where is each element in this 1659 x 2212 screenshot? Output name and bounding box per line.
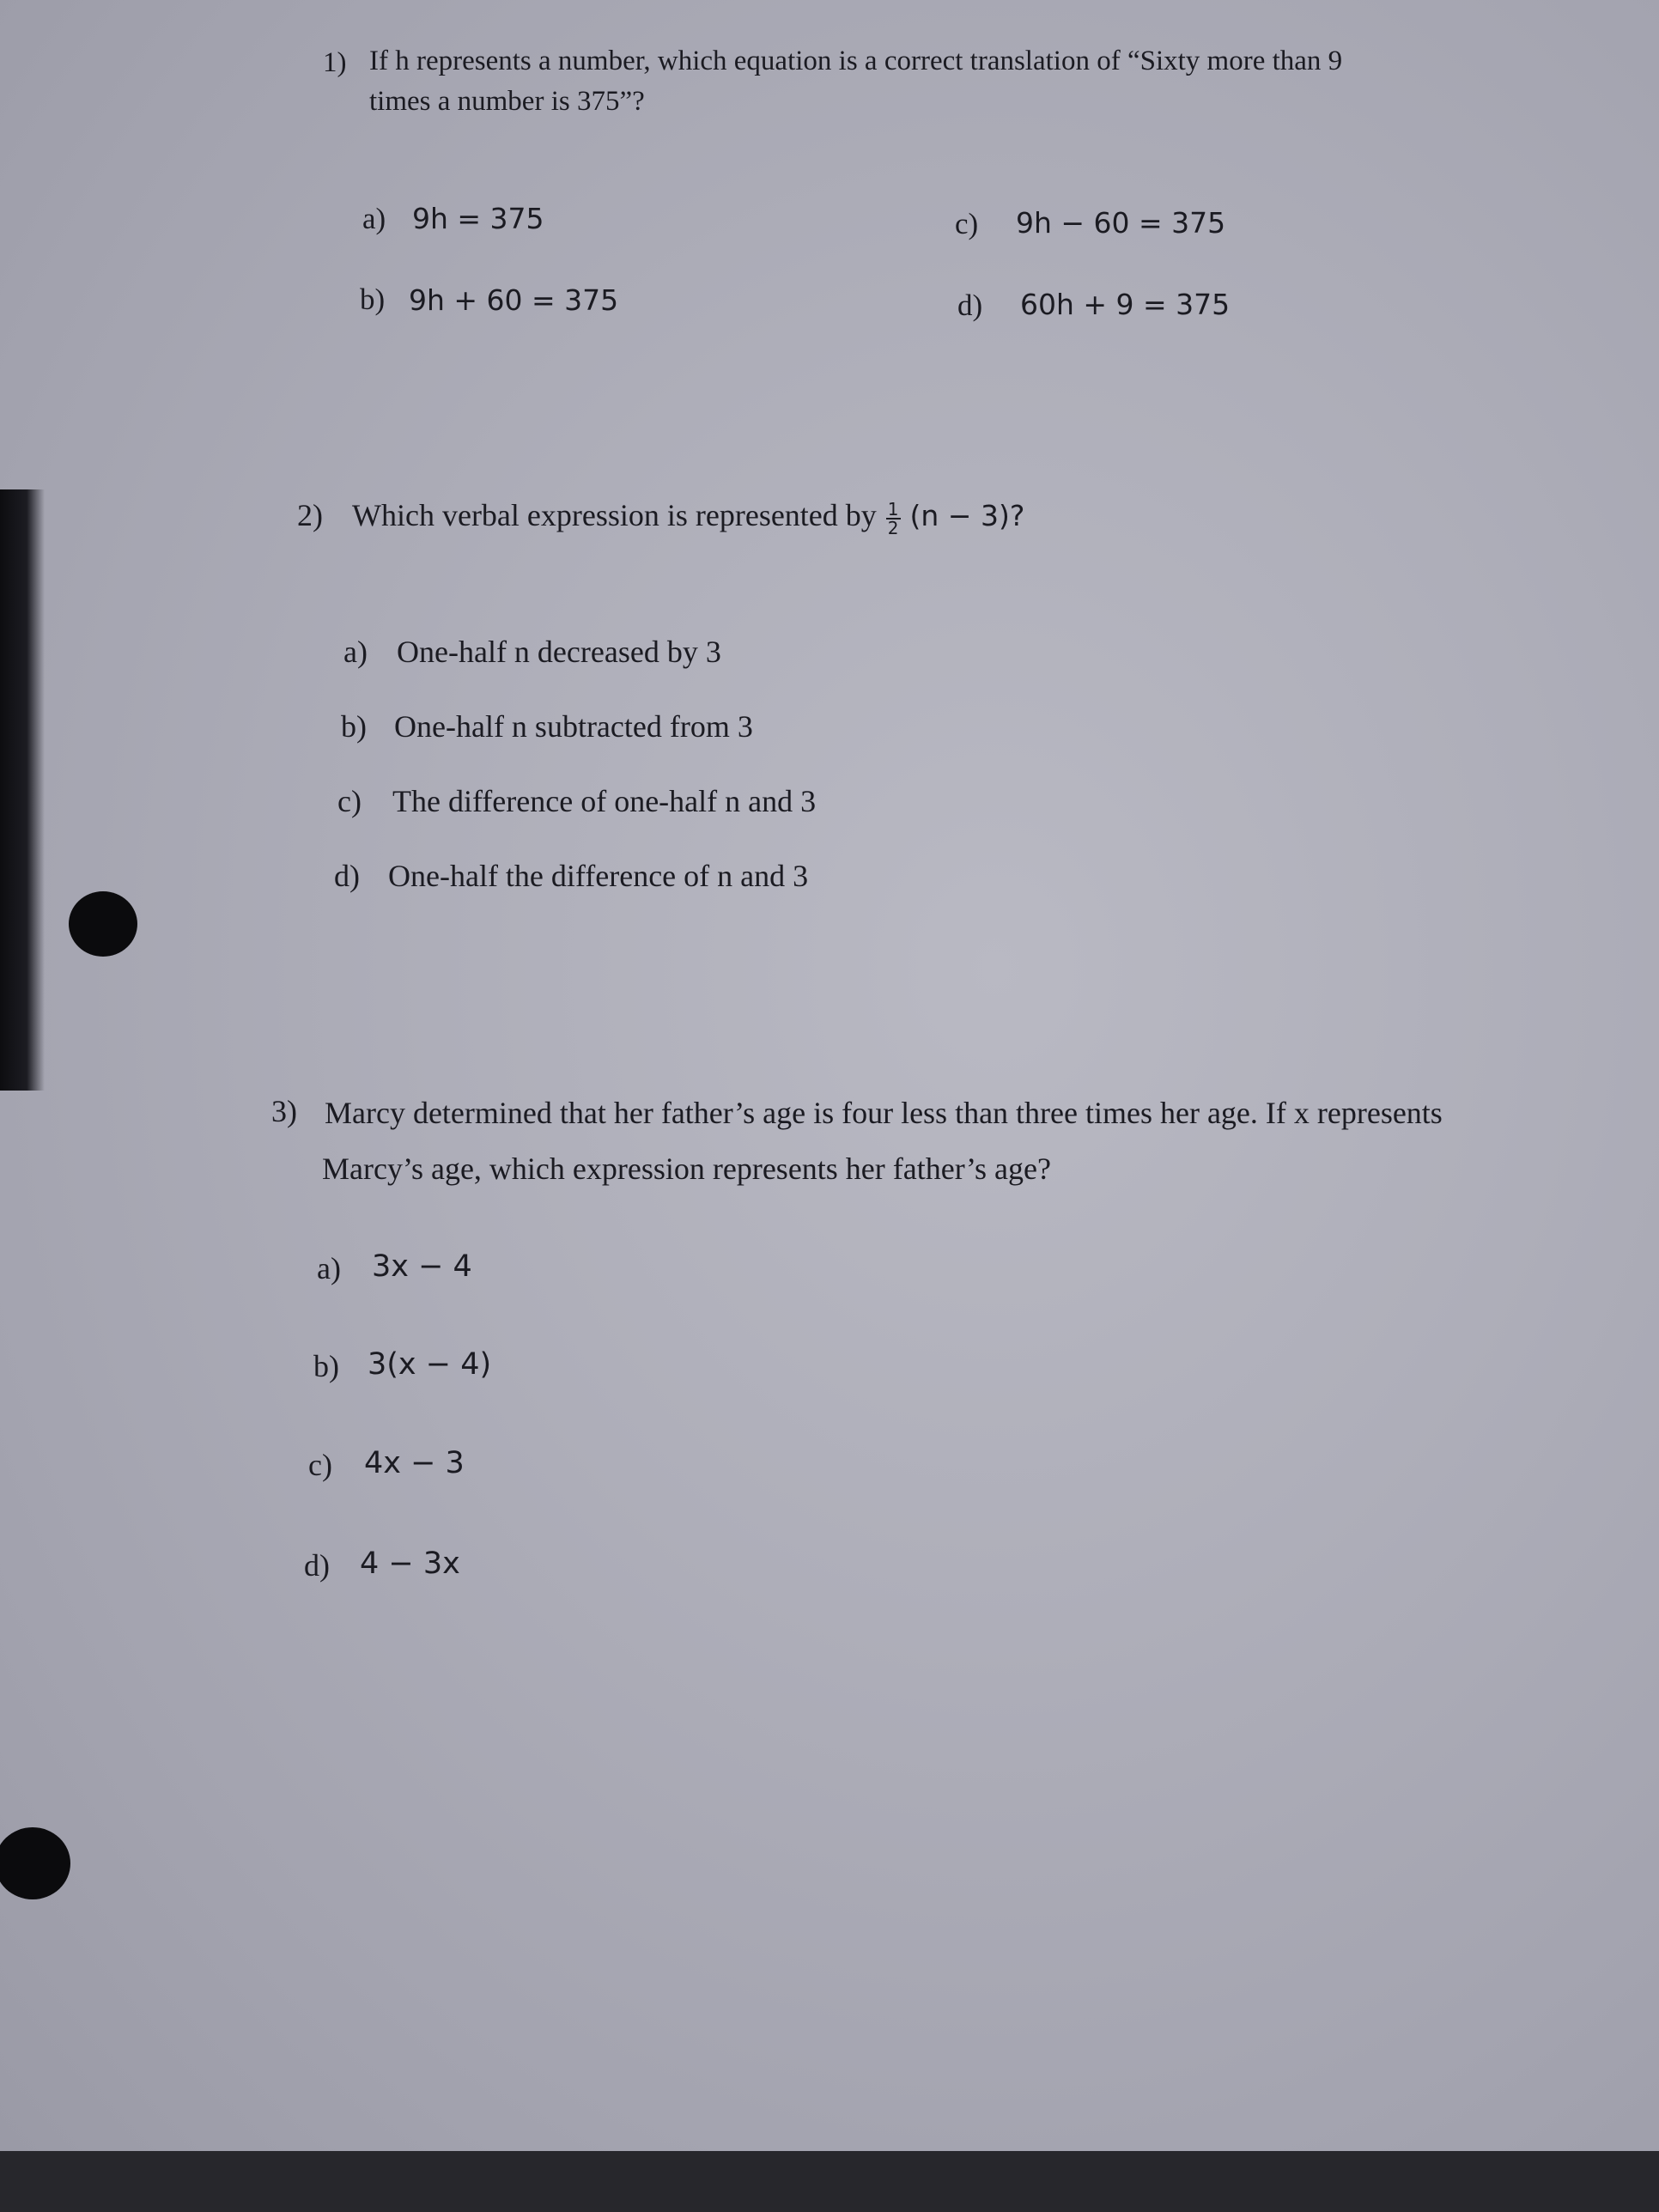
one-half-fraction [886,498,901,538]
fraction-denominator: 2 [887,517,899,538]
table-surface [0,2151,1659,2212]
question-2-choice-a-text: One-half n decreased by 3 [397,635,721,669]
question-2-choice-c-text: The difference of one-half n and 3 [392,784,817,818]
punch-hole [0,1827,70,1899]
fraction-numerator: 1 [887,498,899,520]
question-2-choice-b-letter: b) [341,709,367,744]
question-2-number: 2) [297,498,323,532]
question-2-prompt: Which verbal expression is represented by [352,498,877,532]
question-3-choice-d-letter: d) [304,1548,330,1583]
question-3-choice-a-text: 3x − 4 [372,1249,472,1284]
question-1-choice-a-letter: a) [362,202,386,235]
question-3-number: 3) [271,1094,297,1128]
question-3-choice-a-letter: a) [317,1251,341,1285]
question-3-choice-d-text: 4 − 3x [360,1547,460,1581]
question-2-choice-a-letter: a) [343,635,368,669]
question-2-choice-c-letter: c) [337,784,362,818]
question-1-choice-a-text: 9h = 375 [412,202,544,235]
page-edge-shadow [0,489,45,1091]
question-3-choice-b-letter: b) [313,1349,339,1383]
question-2-expression: (n − 3)? [909,499,1025,532]
question-1-choice-b-letter: b) [360,283,386,316]
question-2-choice-d-letter: d) [334,859,360,893]
question-1-choice-c-text: 9h − 60 = 375 [1016,206,1226,240]
question-1-choice-d-text: 60h + 9 = 375 [1020,288,1231,321]
question-3-choice-c-letter: c) [308,1448,332,1482]
question-2-choice-b-text: One-half n subtracted from 3 [394,709,753,744]
question-3-choice-c-text: 4x − 3 [364,1446,465,1480]
punch-hole [69,891,137,957]
question-2-choice-d-text: One-half the difference of n and 3 [388,859,809,893]
question-1-choice-b-text: 9h + 60 = 375 [409,283,619,317]
question-1-text-line2: times a number is 375”? [369,86,645,117]
question-2-prompt-line [352,500,1024,537]
question-3-text-line1: Marcy determined that her father’s age is four less than three times her age. If x represents [325,1096,1443,1130]
question-3-text-line2: Marcy’s age, which expression represents her father’s age? [322,1152,1051,1186]
question-1-number: 1) [323,47,347,78]
question-3-choice-b-text: 3(x − 4) [368,1347,492,1382]
question-1-choice-c-letter: c) [955,207,979,240]
question-1-text-line1: If h represents a number, which equation is a correct translation of “Sixty more than 9 [369,46,1343,76]
question-1-choice-d-letter: d) [957,289,983,322]
